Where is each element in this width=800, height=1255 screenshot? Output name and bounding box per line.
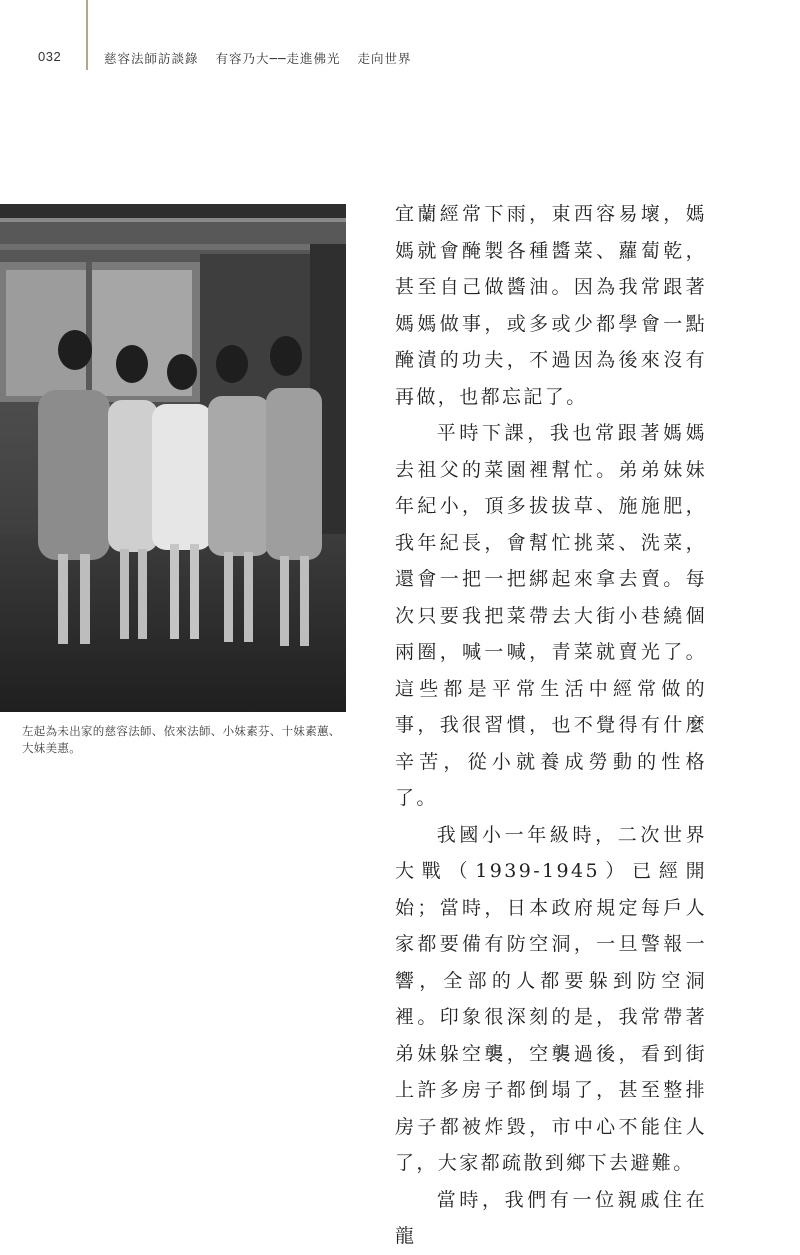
historical-photo [0, 204, 346, 712]
running-header [104, 49, 424, 67]
paragraph-3: 我國小一年級時，二次世界大戰（1939-1945）已經開始；當時，日本政府規定每戶人家都要備有防空洞，一旦警報一響，全部的人都要躲到防空洞裡。印象很深刻的是，我常帶著弟妹躲空襲，空襲過後，看到街上許多房子都倒塌了，甚至整排房子都被炸毀，市中心不能住人了，大家都疏散到鄉下去避難。 [395, 823, 707, 1174]
paragraph-1: 宜蘭經常下雨，東西容易壞，媽媽就會醃製各種醬菜、蘿蔔乾，甚至自己做醬油。因為我常跟著媽媽做事，或多或少都學會一點醃漬的功夫，不過因為後來沒有再做，也都忘記了。 [395, 203, 707, 408]
section-title: 走向世界 [357, 51, 412, 66]
paragraph-2: 平時下課，我也常跟著媽媽去祖父的菜園裡幫忙。弟弟妹妹年紀小，頂多拔拔草、施施肥，我年紀長，會幫忙挑菜、洗菜，還會一把一把綁起來拿去賣。每次只要我把菜帶去大街小巷繞個兩圈，喊一喊，青菜就賣光了。這些都是平常生活中經常做的事，我很習慣，也不覺得有什麼辛苦，從小就養成勞動的性格了。 [395, 422, 707, 809]
paragraph-4: 當時，我們有一位親戚住在龍 [395, 1188, 707, 1247]
photo-caption: 左起為未出家的慈容法師、依來法師、小妹素芬、十妹素蕙、大妹美惠。 [22, 724, 341, 755]
body-text [395, 196, 707, 1255]
chapter-title: 有容乃大──走進佛光 [215, 51, 341, 66]
page-number: 032 [38, 49, 62, 64]
header-rule [86, 0, 88, 70]
book-title: 慈容法師訪談錄 [104, 51, 199, 66]
group-photo-image [0, 204, 346, 712]
